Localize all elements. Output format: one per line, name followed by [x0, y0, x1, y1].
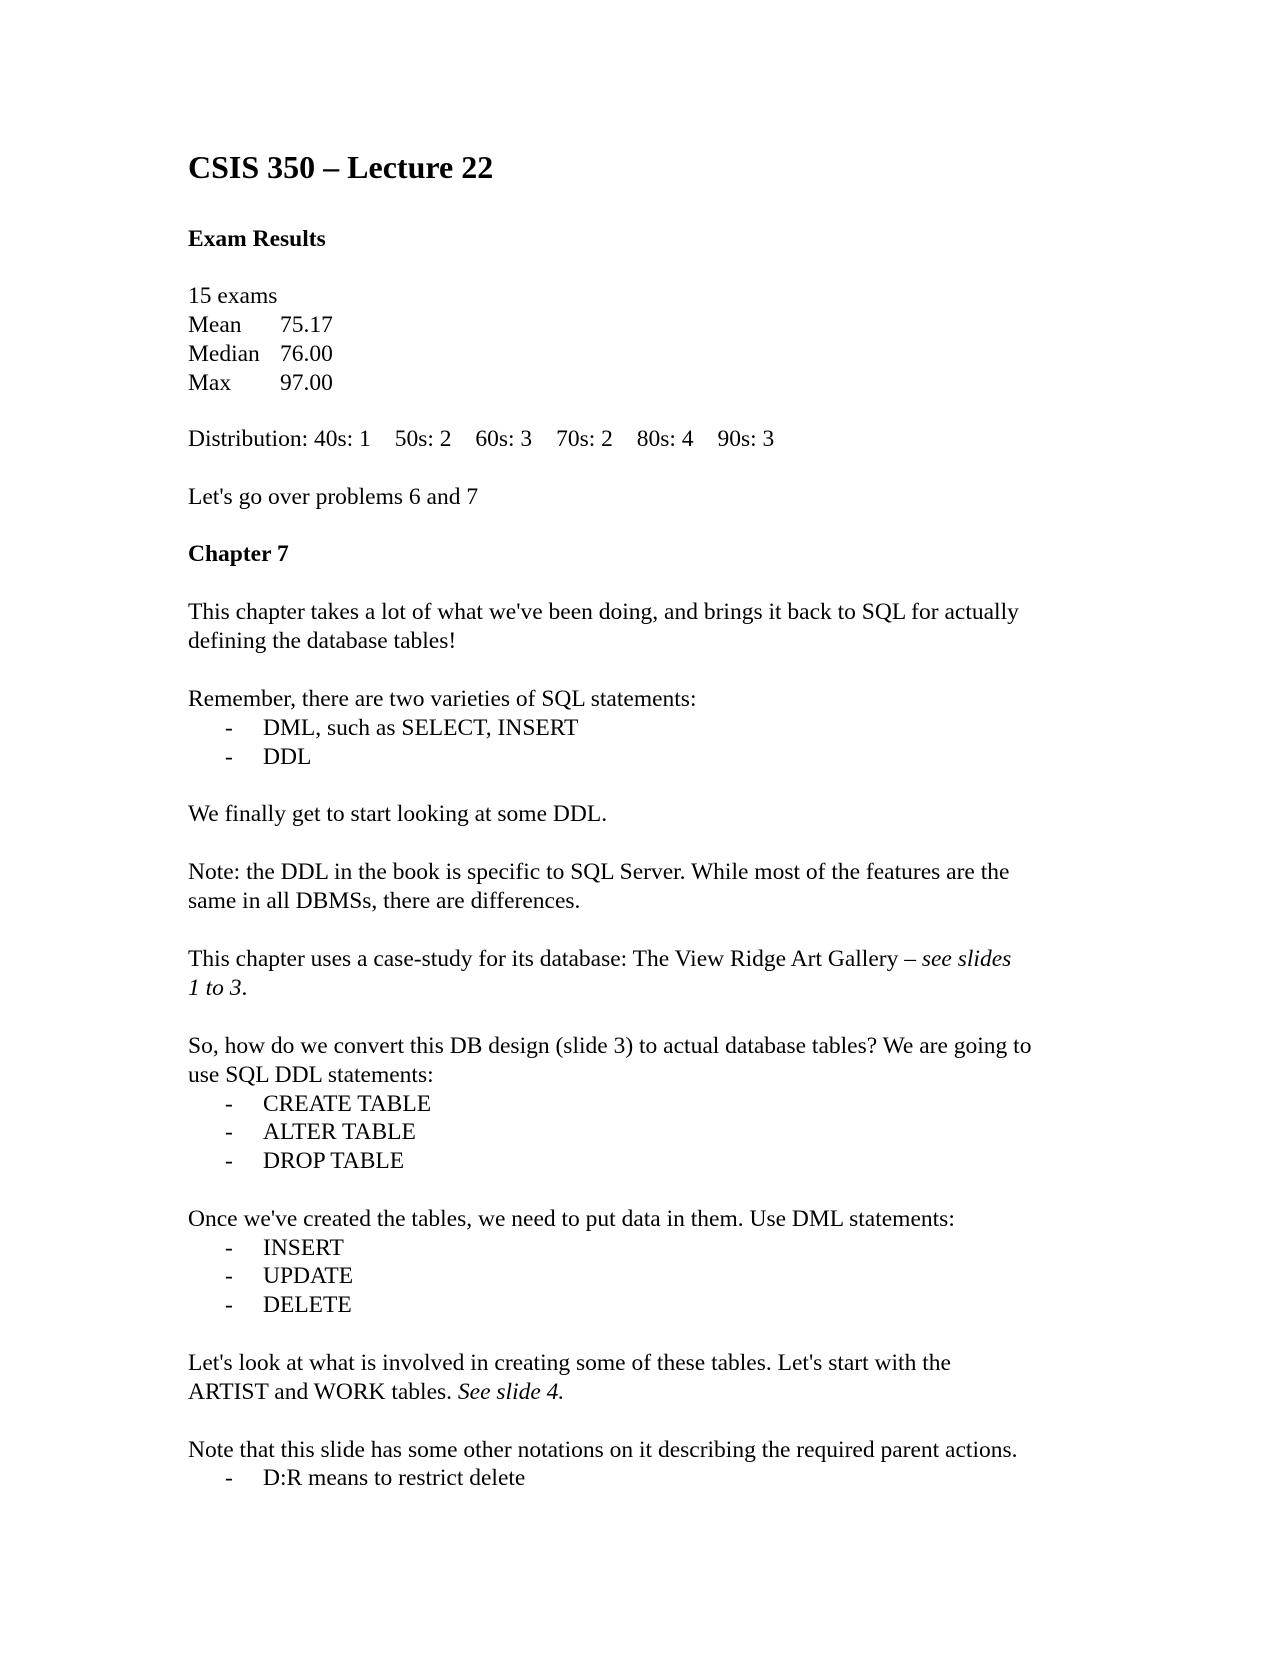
list-item: DML, such as SELECT, INSERT — [263, 715, 579, 741]
distribution-bucket: 50s: 2 — [394, 426, 452, 452]
paragraph-line: Note that this slide has some other notations on it describing the required parent actions. — [188, 1437, 1018, 1463]
stat-value-median: 76.00 — [280, 341, 333, 367]
distribution-bucket: 40s: 1 — [314, 426, 371, 452]
distribution-bucket: 70s: 2 — [556, 426, 613, 452]
list-item: INSERT — [263, 1235, 344, 1261]
tables-text: ARTIST and WORK tables. — [188, 1379, 458, 1405]
bullet-dash: - — [225, 1119, 233, 1145]
bullet-dash: - — [225, 1148, 233, 1174]
paragraph-line: use SQL DDL statements: — [188, 1062, 434, 1088]
slide-reference: 1 to 3 — [188, 975, 242, 1001]
list-item: ALTER TABLE — [263, 1119, 416, 1145]
distribution-bucket: 80s: 4 — [636, 426, 694, 452]
paragraph-line: defining the database tables! — [188, 628, 457, 654]
bullet-dash: - — [225, 1235, 233, 1261]
distribution-bucket: 60s: 3 — [475, 426, 533, 452]
bullet-dash: - — [225, 744, 233, 770]
paragraph-line: Note: the DDL in the book is specific to SQL Server. While most of the features are the — [188, 859, 1010, 885]
distribution-line — [188, 428, 774, 452]
stat-label-median: Median — [188, 341, 260, 367]
bullet-dash: - — [225, 715, 233, 741]
paragraph-line: same in all DBMSs, there are differences. — [188, 888, 581, 914]
bullet-dash: - — [225, 1465, 233, 1491]
bullet-dash: - — [225, 1263, 233, 1289]
paragraph-line — [188, 977, 247, 1001]
chapter-heading: Chapter 7 — [188, 541, 289, 567]
list-item: UPDATE — [263, 1263, 354, 1289]
distribution-bucket: 90s: 3 — [717, 426, 775, 452]
period: . — [241, 975, 248, 1001]
exam-count: 15 exams — [188, 283, 278, 309]
paragraph-line: Remember, there are two varieties of SQL statements: — [188, 686, 697, 712]
paragraph-line: We finally get to start looking at some DDL. — [188, 801, 608, 827]
list-item: DROP TABLE — [263, 1148, 405, 1174]
distribution-label: Distribution: — [188, 426, 309, 452]
case-study-text: This chapter uses a case-study for its database: The View Ridge Art Gallery – — [188, 946, 922, 972]
review-note: Let's go over problems 6 and 7 — [188, 484, 479, 510]
bullet-dash: - — [225, 1292, 233, 1318]
list-item: CREATE TABLE — [263, 1091, 432, 1117]
slide-reference: See slide 4. — [457, 1379, 565, 1405]
exam-results-heading: Exam Results — [188, 226, 326, 252]
paragraph-line: Let's look at what is involved in creating some of these tables. Let's start with the — [188, 1350, 951, 1376]
stat-value-mean: 75.17 — [280, 312, 333, 338]
list-item: DELETE — [263, 1292, 352, 1318]
paragraph-line — [188, 948, 1011, 972]
paragraph-line: So, how do we convert this DB design (slide 3) to actual database tables? We are going to — [188, 1033, 1032, 1059]
paragraph-line — [188, 1381, 564, 1405]
slide-reference: see slides — [921, 946, 1012, 972]
stat-value-max: 97.00 — [280, 370, 333, 396]
list-item: D:R means to restrict delete — [263, 1465, 526, 1491]
stat-label-max: Max — [188, 370, 232, 396]
stat-label-mean: Mean — [188, 312, 242, 338]
paragraph-line: Once we've created the tables, we need to put data in them. Use DML statements: — [188, 1206, 955, 1232]
page-title: CSIS 350 – Lecture 22 — [188, 149, 494, 185]
paragraph-line: This chapter takes a lot of what we've been doing, and brings it back to SQL for actually — [188, 599, 1019, 625]
bullet-dash: - — [225, 1091, 233, 1117]
list-item: DDL — [263, 744, 312, 770]
